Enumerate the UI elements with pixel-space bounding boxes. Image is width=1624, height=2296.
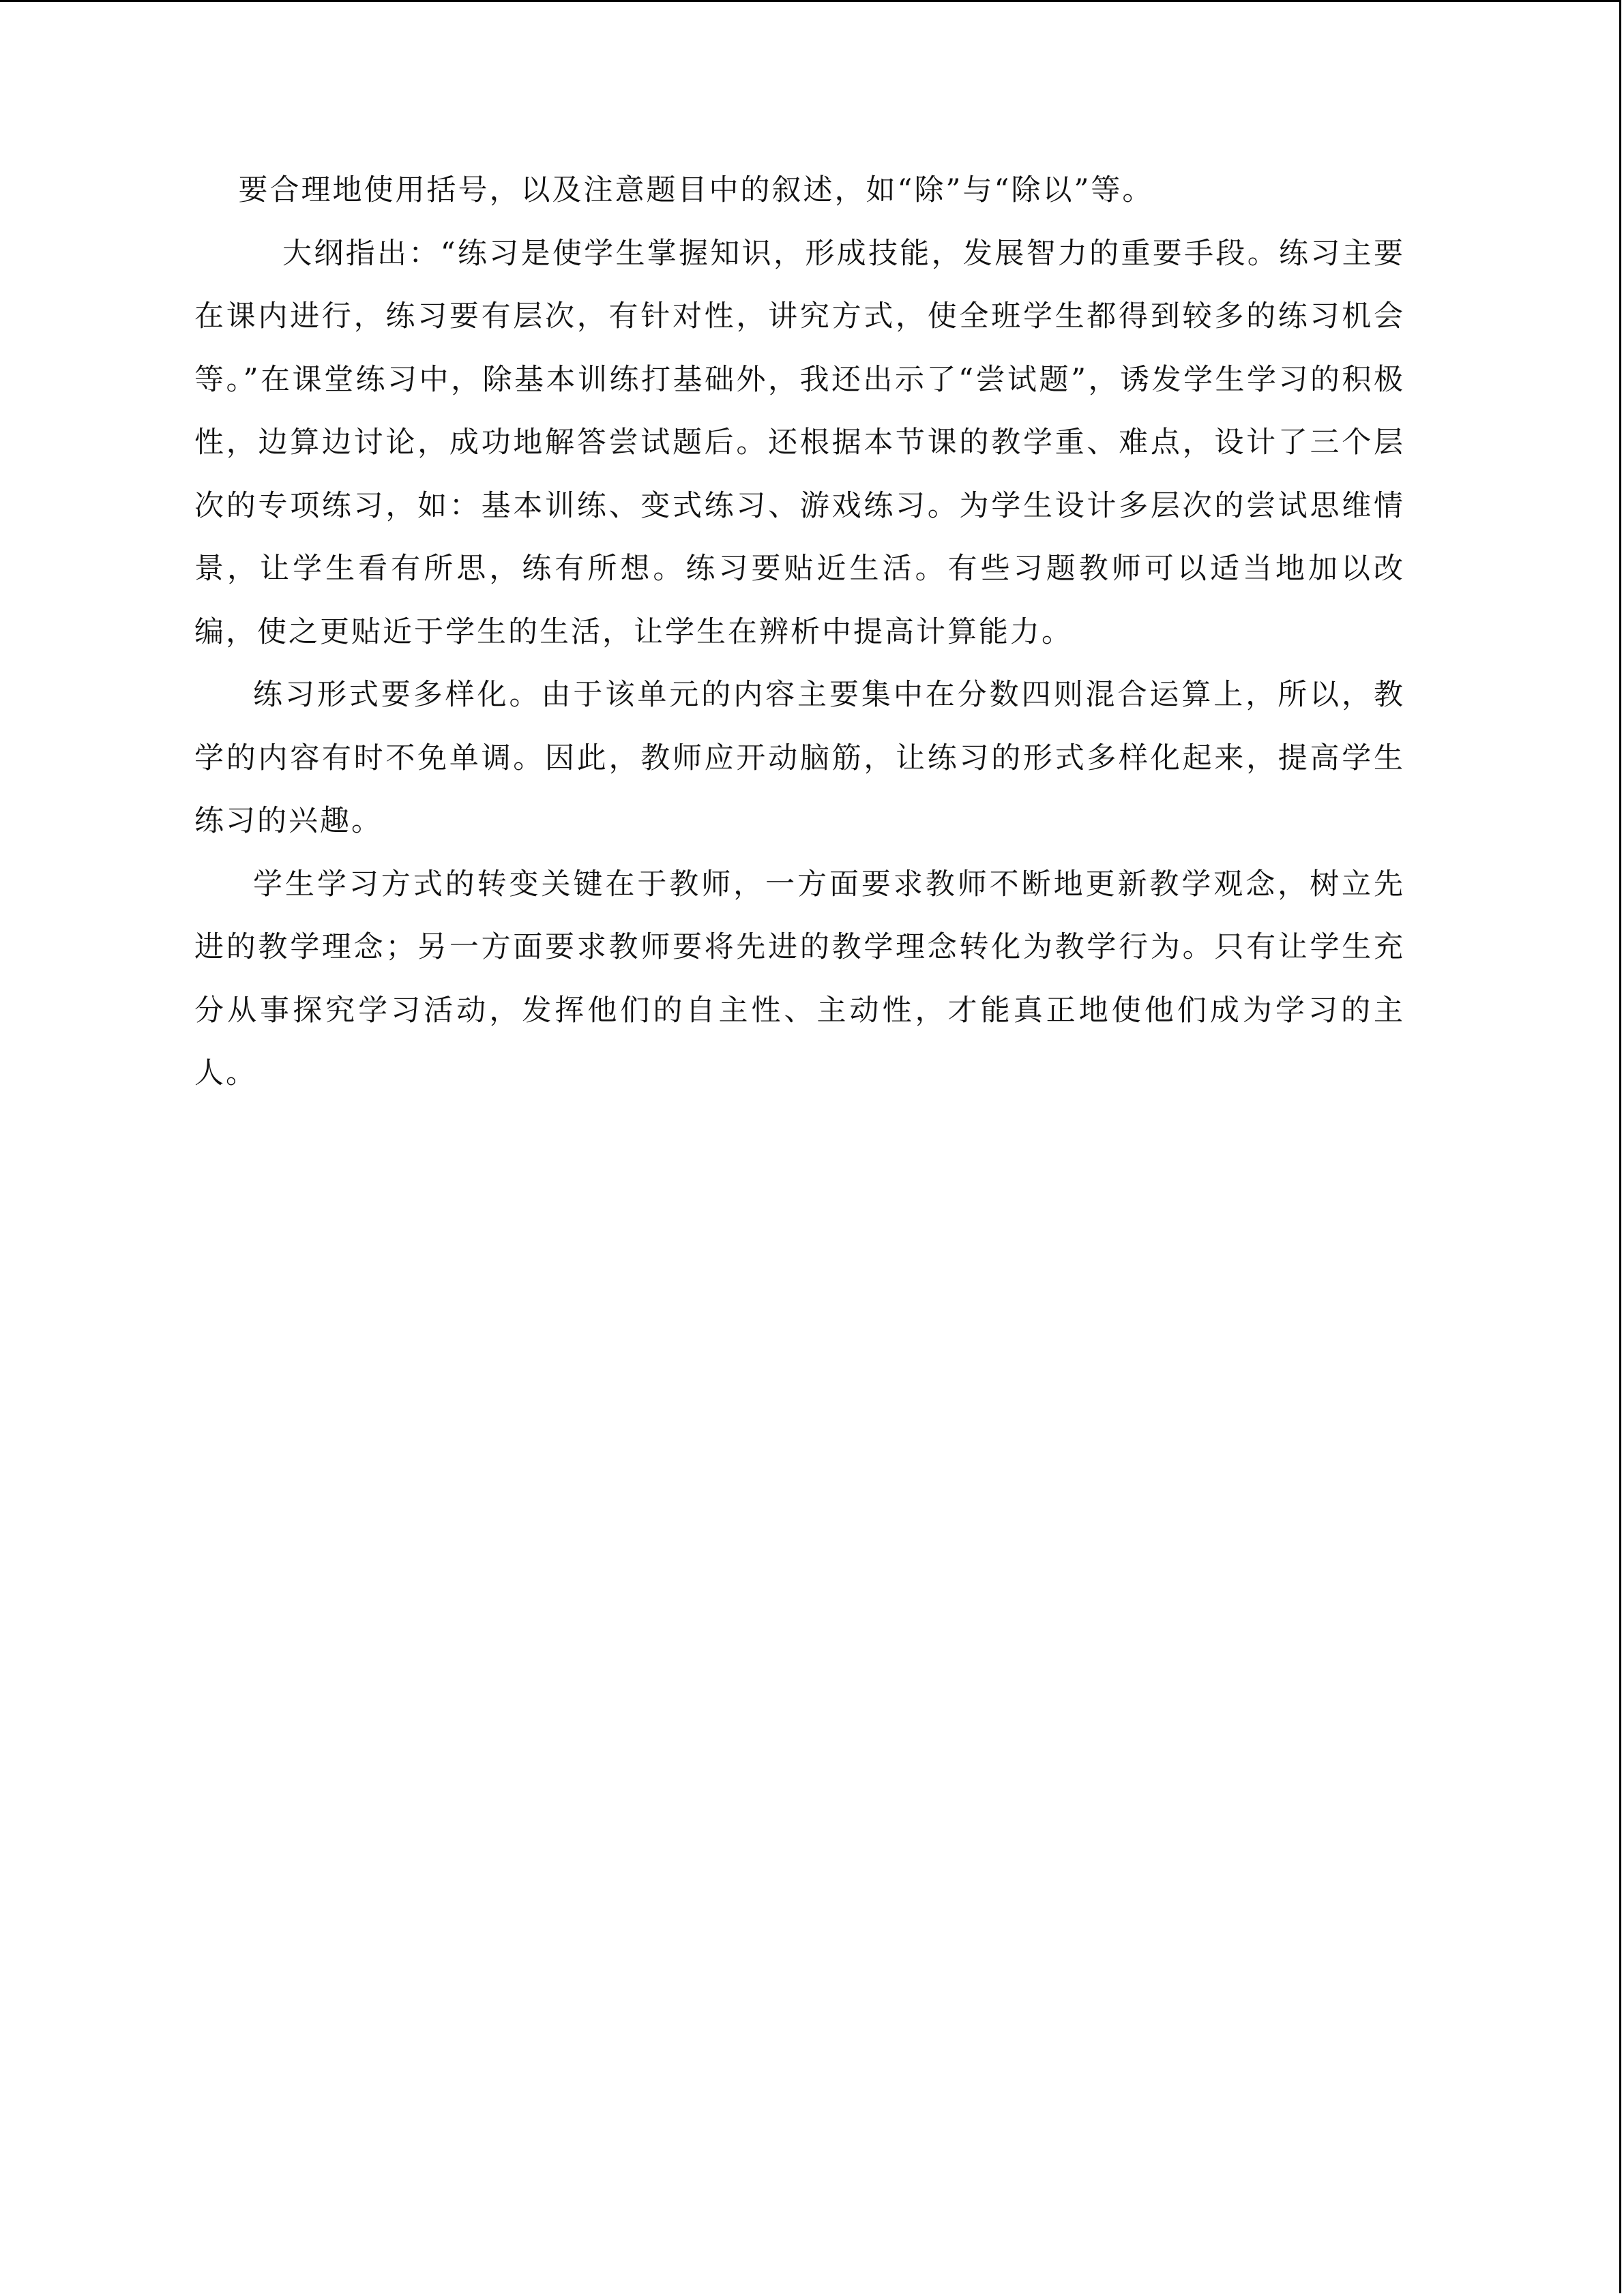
paragraph-1: 要合理地使用括号，以及注意题目中的叙述，如“除”与“除以”等。 — [238, 173, 1154, 207]
paragraph-4: 学生学习方式的转变关键在于教师，一方面要求教师不断地更新教学观念，树立先进的教学理念；另一方面要求教师要将先进的教学理念转化为教学行为。只有让学生充分从事探究学习活动，发挥他们的自主性、主动性，才能真正地使他们成为学习的主人。 — [194, 867, 1405, 1090]
paragraph-3: 练习形式要多样化。由于该单元的内容主要集中在分数四则混合运算上，所以，教学的内容有时不免单调。因此，教师应开动脑筋，让练习的形式多样化起来，提高学生练习的兴趣。 — [194, 678, 1405, 838]
document-body — [194, 159, 1405, 1105]
paragraph-2: 大纲指出：“练习是使学生掌握知识，形成技能，发展智力的重要手段。练习主要在课内进行，练习要有层次，有针对性，讲究方式，使全班学生都得到较多的练习机会等。”在课堂练习中，除基本训练打基础外，我还出示了“尝试题”，诱发学生学习的积极性，边算边讨论，成功地解答尝试题后。还根据本节课的教学重、难点，设计了三个层次的专项练习，如：基本训练、变式练习、游戏练习。为学生设计多层次的尝试思维情景，让学生看有所思，练有所想。练习要贴近生活。有些习题教师可以适当地加以改编，使之更贴近于学生的生活，让学生在辨析中提高计算能力。 — [194, 236, 1405, 649]
